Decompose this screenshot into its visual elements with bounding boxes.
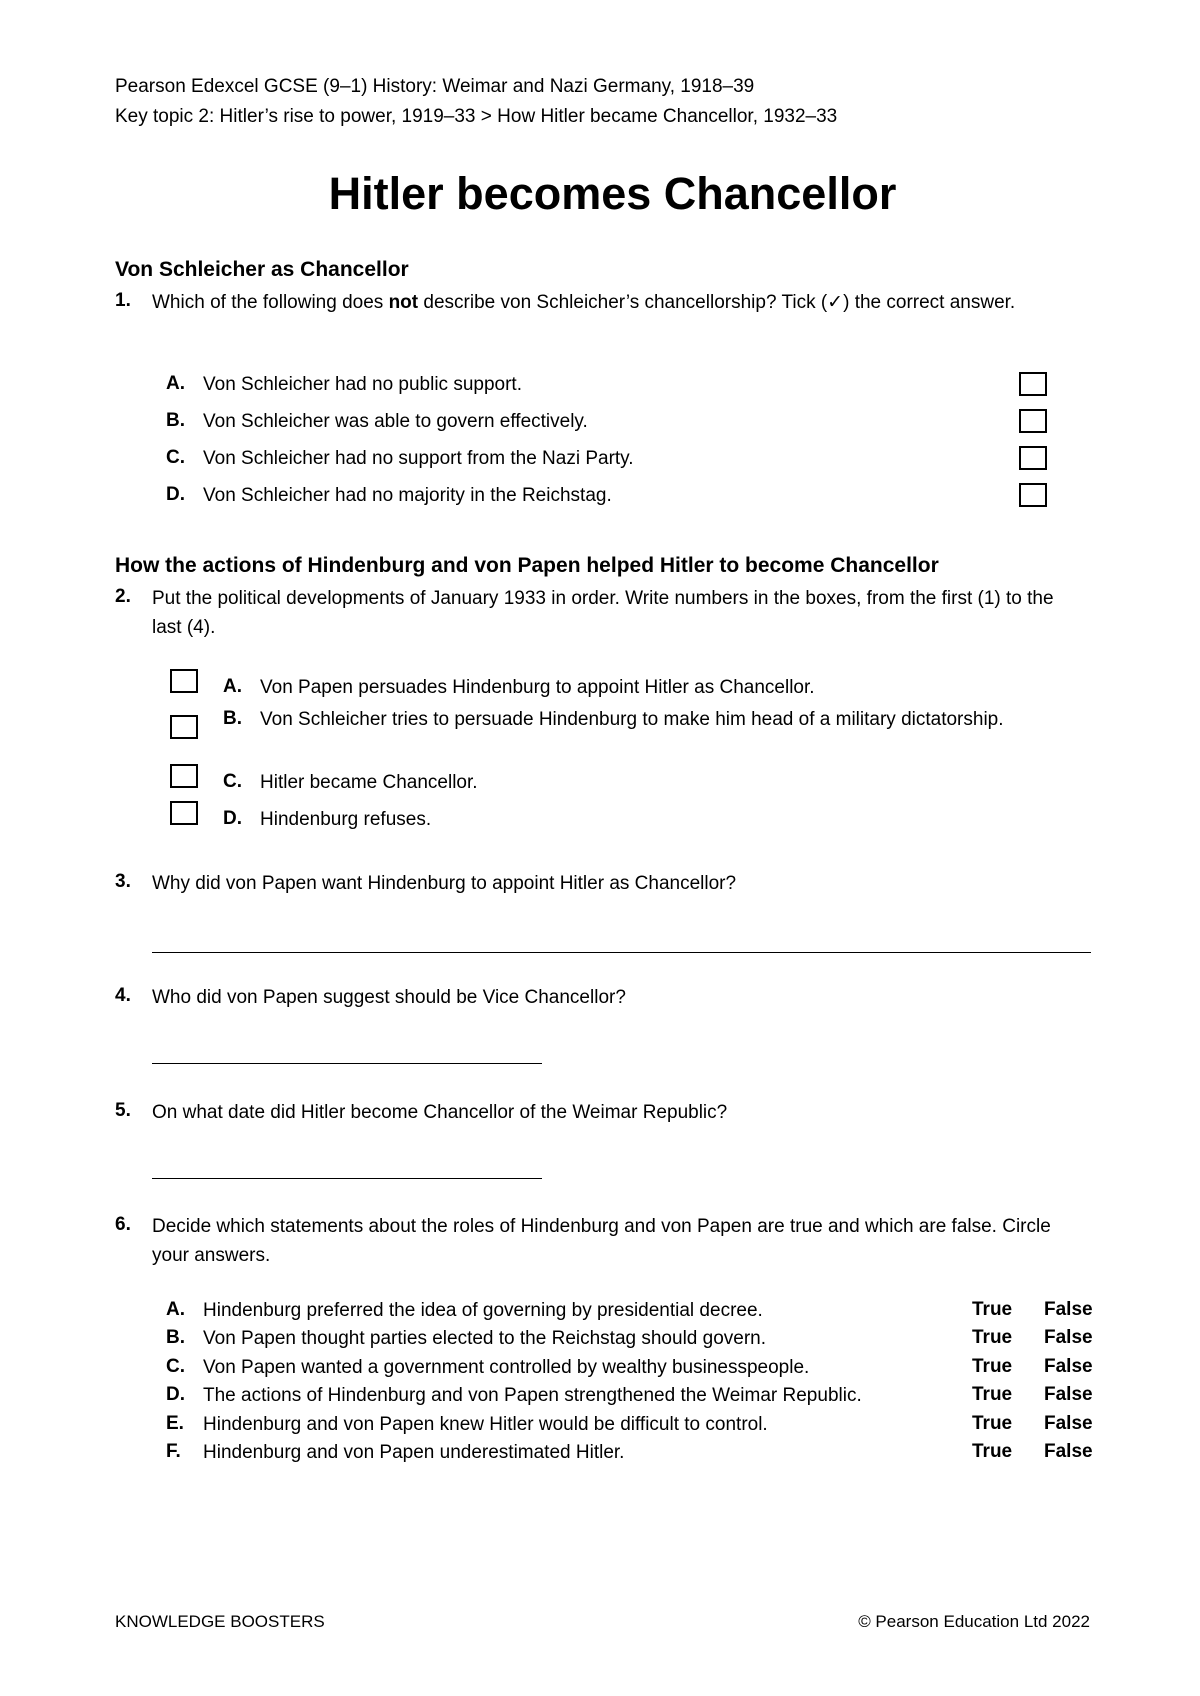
q6-statement-e-text: Hindenburg and von Papen knew Hitler would be difficult to control.: [203, 1414, 768, 1435]
question-5-number: 5.: [115, 1100, 131, 1121]
section-heading-hindenburg-papen: How the actions of Hindenburg and von Papen helped Hitler to become Chancellor: [115, 554, 939, 577]
q2-option-c-label: C.: [223, 771, 242, 792]
q6-statement-a-text: Hindenburg preferred the idea of governing by presidential decree.: [203, 1300, 763, 1321]
q1-option-a-text: Von Schleicher had no public support.: [203, 374, 522, 395]
q1-option-d-checkbox[interactable]: [1019, 483, 1047, 507]
q6-statement-f-true[interactable]: True: [972, 1441, 1013, 1462]
q6-statement-f-label: F.: [166, 1441, 181, 1462]
q2-option-d-label: D.: [223, 808, 242, 829]
header-course: Pearson Edexcel GCSE (9–1) History: Weimar and Nazi Germany, 1918–39: [115, 76, 755, 97]
question-4-answer-line[interactable]: [152, 1063, 542, 1064]
q6-statement-d-label: D.: [166, 1384, 185, 1405]
q6-statement-b-false[interactable]: False: [1044, 1327, 1093, 1348]
q6-statement-f-text: Hindenburg and von Papen underestimated Hitler.: [203, 1442, 625, 1463]
q2-option-c-order-box[interactable]: [170, 764, 198, 788]
q6-statement-d-false[interactable]: False: [1044, 1384, 1093, 1405]
q6-statement-d-true[interactable]: True: [972, 1384, 1013, 1405]
page-title: Hitler becomes Chancellor: [328, 168, 897, 219]
q2-option-d-order-box[interactable]: [170, 801, 198, 825]
q2-option-d-text: Hindenburg refuses.: [260, 809, 432, 830]
q1-option-b-text: Von Schleicher was able to govern effectively.: [203, 411, 588, 432]
question-1-text: [152, 288, 1072, 317]
q1-option-c-label: C.: [166, 447, 185, 468]
question-5-answer-line[interactable]: [152, 1178, 542, 1179]
footer-copyright: © Pearson Education Ltd 2022: [858, 1612, 1090, 1631]
q1-option-d-label: D.: [166, 484, 185, 505]
section-heading-schleicher: Von Schleicher as Chancellor: [115, 258, 409, 281]
q1-option-b-checkbox[interactable]: [1019, 409, 1047, 433]
question-2-text: Put the political developments of January 1933 in order. Write numbers in the boxes, from the first (1) to the last (4).: [152, 588, 1054, 638]
q2-option-b-label: B.: [223, 708, 242, 729]
question-1-text-part1: Which of the following does: [152, 292, 389, 313]
question-1-text-bold: not: [388, 292, 419, 313]
q1-option-c-text: Von Schleicher had no support from the Nazi Party.: [203, 448, 634, 469]
q6-statement-c-true[interactable]: True: [972, 1356, 1013, 1377]
q2-option-a-order-box[interactable]: [170, 669, 198, 693]
question-3-answer-line[interactable]: [152, 952, 1091, 953]
q2-option-c-text: Hitler became Chancellor.: [260, 772, 478, 793]
q1-option-c-checkbox[interactable]: [1019, 446, 1047, 470]
q6-statement-b-label: B.: [166, 1327, 185, 1348]
q6-statement-c-text: Von Papen wanted a government controlled by wealthy businesspeople.: [203, 1357, 810, 1378]
q1-option-a-label: A.: [166, 373, 185, 394]
question-3-number: 3.: [115, 871, 131, 892]
q2-option-b-text: Von Schleicher tries to persuade Hindenburg to make him head of a military dictatorship.: [260, 709, 1004, 730]
q6-statement-d-text: The actions of Hindenburg and von Papen strengthened the Weimar Republic.: [203, 1385, 862, 1406]
question-4-text: Who did von Papen suggest should be Vice Chancellor?: [152, 987, 626, 1008]
question-6-text: Decide which statements about the roles of Hindenburg and von Papen are true and which are false. Circle your answers.: [152, 1216, 1051, 1266]
question-3-text: Why did von Papen want Hindenburg to appoint Hitler as Chancellor?: [152, 873, 737, 894]
q6-statement-a-false[interactable]: False: [1044, 1299, 1093, 1320]
question-2-number: 2.: [115, 586, 131, 607]
q6-statement-f-false[interactable]: False: [1044, 1441, 1093, 1462]
footer-left: KNOWLEDGE BOOSTERS: [115, 1612, 325, 1631]
q2-option-a-label: A.: [223, 676, 242, 697]
q6-statement-b-true[interactable]: True: [972, 1327, 1013, 1348]
q6-statement-a-label: A.: [166, 1299, 185, 1320]
q1-option-b-label: B.: [166, 410, 185, 431]
question-4-number: 4.: [115, 985, 131, 1006]
q6-statement-a-true[interactable]: True: [972, 1299, 1013, 1320]
q1-option-d-text: Von Schleicher had no majority in the Reichstag.: [203, 485, 612, 506]
q6-statement-c-label: C.: [166, 1356, 185, 1377]
q1-option-a-checkbox[interactable]: [1019, 372, 1047, 396]
q6-statement-e-false[interactable]: False: [1044, 1413, 1093, 1434]
q2-option-b-order-box[interactable]: [170, 715, 198, 739]
question-1-number: 1.: [115, 290, 131, 311]
question-1-text-part2: describe von Schleicher’s chancellorship? Tick (✓) the correct answer.: [418, 292, 1016, 313]
q6-statement-b-text: Von Papen thought parties elected to the Reichstag should govern.: [203, 1328, 767, 1349]
q6-statement-e-true[interactable]: True: [972, 1413, 1013, 1434]
q2-option-a-text: Von Papen persuades Hindenburg to appoint Hitler as Chancellor.: [260, 677, 815, 698]
question-5-text: On what date did Hitler become Chancellor of the Weimar Republic?: [152, 1102, 728, 1123]
header-topic: Key topic 2: Hitler’s rise to power, 1919–33 > How Hitler became Chancellor, 1932–33: [115, 106, 838, 127]
q6-statement-e-label: E.: [166, 1413, 184, 1434]
q6-statement-c-false[interactable]: False: [1044, 1356, 1093, 1377]
question-6-number: 6.: [115, 1214, 131, 1235]
